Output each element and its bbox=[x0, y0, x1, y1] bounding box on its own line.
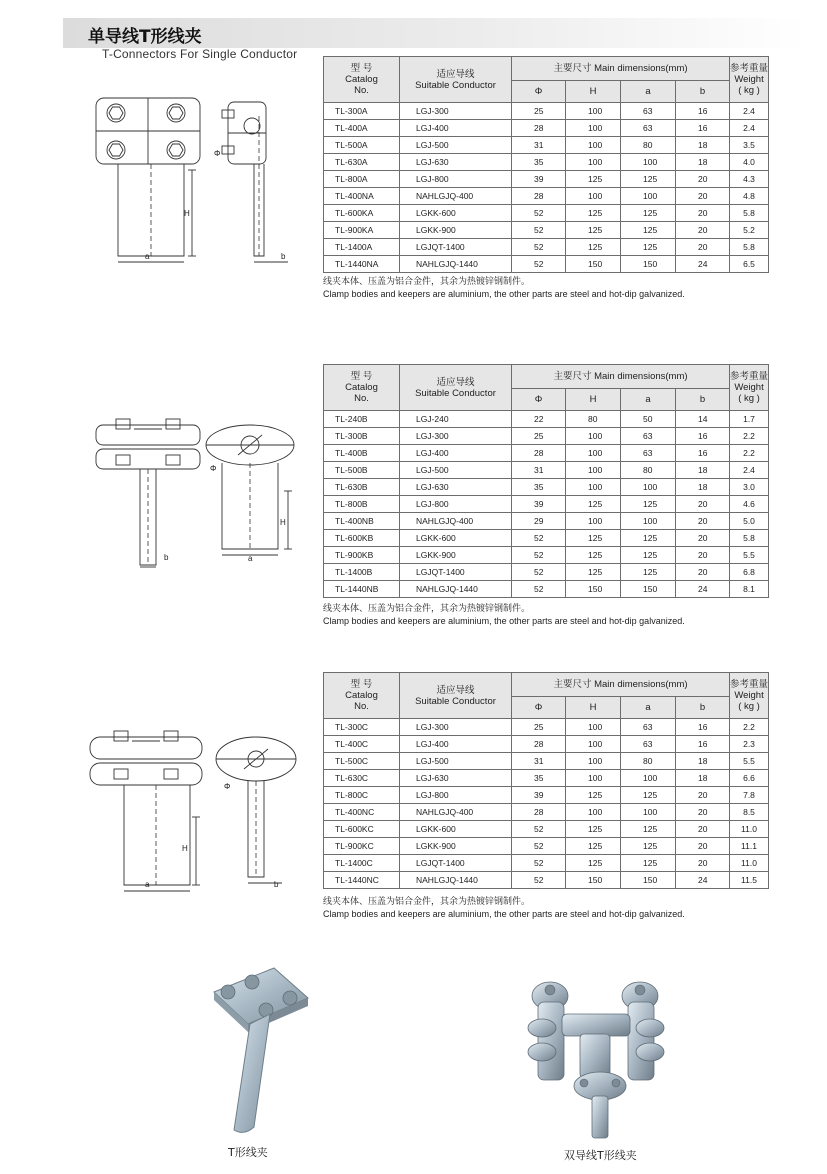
weight-cell: 6.6 bbox=[730, 770, 769, 787]
phi-cell: 31 bbox=[512, 137, 566, 154]
header-catalog: 型 号 Catalog No. bbox=[324, 673, 400, 719]
weight-cell: 2.4 bbox=[730, 103, 769, 120]
conductor-cell: LGKK-900 bbox=[400, 222, 512, 239]
catalog-no-cell: TL-630A bbox=[324, 154, 400, 171]
h-cell: 125 bbox=[566, 530, 621, 547]
a-cell: 125 bbox=[621, 838, 676, 855]
a-cell: 125 bbox=[621, 205, 676, 222]
header-h: H bbox=[566, 697, 621, 719]
header-conductor: 适应导线 Suitable Conductor bbox=[400, 57, 512, 103]
b-cell: 20 bbox=[676, 496, 730, 513]
h-cell: 150 bbox=[566, 581, 621, 598]
dim-phi-label: Φ bbox=[214, 149, 221, 158]
header-dimensions: 主要尺寸 Main dimensions(mm) bbox=[512, 365, 730, 389]
phi-cell: 35 bbox=[512, 770, 566, 787]
table-row bbox=[324, 479, 769, 496]
weight-cell: 8.1 bbox=[730, 581, 769, 598]
h-cell: 125 bbox=[566, 239, 621, 256]
dim-phi-label: Φ bbox=[210, 464, 217, 473]
weight-cell: 2.2 bbox=[730, 445, 769, 462]
catalog-no-cell: TL-1440NB bbox=[324, 581, 400, 598]
phi-cell: 28 bbox=[512, 736, 566, 753]
h-cell: 125 bbox=[566, 838, 621, 855]
b-cell: 24 bbox=[676, 581, 730, 598]
a-cell: 125 bbox=[621, 547, 676, 564]
phi-cell: 28 bbox=[512, 445, 566, 462]
conductor-cell: LGJQT-1400 bbox=[400, 239, 512, 256]
weight-cell: 2.2 bbox=[730, 428, 769, 445]
spec-table-b bbox=[323, 364, 769, 598]
conductor-cell: LGJ-630 bbox=[400, 479, 512, 496]
weight-cell: 5.8 bbox=[730, 205, 769, 222]
phi-cell: 52 bbox=[512, 581, 566, 598]
catalog-no-cell: TL-630C bbox=[324, 770, 400, 787]
drawing-type-a bbox=[88, 88, 308, 270]
phi-cell: 52 bbox=[512, 256, 566, 273]
h-cell: 125 bbox=[566, 787, 621, 804]
header-weight: 参考重量 Weight ( kg ) bbox=[730, 365, 769, 411]
a-cell: 125 bbox=[621, 787, 676, 804]
conductor-cell: LGJ-400 bbox=[400, 120, 512, 137]
a-cell: 63 bbox=[621, 428, 676, 445]
phi-cell: 35 bbox=[512, 479, 566, 496]
weight-cell: 5.2 bbox=[730, 222, 769, 239]
page-title: 单导线T形线夹 bbox=[88, 27, 202, 47]
h-cell: 100 bbox=[566, 103, 621, 120]
a-cell: 125 bbox=[621, 222, 676, 239]
weight-cell: 6.8 bbox=[730, 564, 769, 581]
phi-cell: 35 bbox=[512, 154, 566, 171]
h-cell: 100 bbox=[566, 804, 621, 821]
weight-cell: 11.5 bbox=[730, 872, 769, 889]
header-catalog: 型 号 Catalog No. bbox=[324, 57, 400, 103]
header-dimensions: 主要尺寸 Main dimensions(mm) bbox=[512, 57, 730, 81]
phi-cell: 52 bbox=[512, 547, 566, 564]
b-cell: 18 bbox=[676, 154, 730, 171]
h-cell: 100 bbox=[566, 428, 621, 445]
a-cell: 63 bbox=[621, 120, 676, 137]
material-note-a: 线夹本体、压盖为铝合金件，其余为热镀锌钢制件。 Clamp bodies and keepers are aluminium, the other parts are steel and hot-dip galvanized. bbox=[323, 276, 685, 299]
a-cell: 63 bbox=[621, 719, 676, 736]
a-cell: 100 bbox=[621, 154, 676, 171]
weight-cell: 5.8 bbox=[730, 239, 769, 256]
catalog-no-cell: TL-800A bbox=[324, 171, 400, 188]
phi-cell: 22 bbox=[512, 411, 566, 428]
phi-cell: 25 bbox=[512, 428, 566, 445]
weight-cell: 2.4 bbox=[730, 120, 769, 137]
dim-a-label: a bbox=[248, 554, 253, 563]
conductor-cell: NAHLGJQ-400 bbox=[400, 188, 512, 205]
h-cell: 150 bbox=[566, 256, 621, 273]
dim-b-label: b bbox=[274, 880, 279, 889]
catalog-no-cell: TL-300C bbox=[324, 719, 400, 736]
header-h: H bbox=[566, 389, 621, 411]
b-cell: 18 bbox=[676, 753, 730, 770]
table-row bbox=[324, 411, 769, 428]
catalog-no-cell: TL-900KA bbox=[324, 222, 400, 239]
header-conductor: 适应导线 Suitable Conductor bbox=[400, 365, 512, 411]
a-cell: 125 bbox=[621, 239, 676, 256]
b-cell: 20 bbox=[676, 821, 730, 838]
a-cell: 125 bbox=[621, 564, 676, 581]
b-cell: 20 bbox=[676, 205, 730, 222]
b-cell: 20 bbox=[676, 188, 730, 205]
weight-cell: 4.6 bbox=[730, 496, 769, 513]
conductor-cell: LGKK-600 bbox=[400, 530, 512, 547]
b-cell: 16 bbox=[676, 719, 730, 736]
t-clamp-caption: T形线夹 bbox=[228, 1146, 268, 1159]
weight-cell: 5.5 bbox=[730, 547, 769, 564]
h-cell: 100 bbox=[566, 719, 621, 736]
b-cell: 20 bbox=[676, 222, 730, 239]
weight-cell: 6.5 bbox=[730, 256, 769, 273]
h-cell: 100 bbox=[566, 753, 621, 770]
a-cell: 100 bbox=[621, 479, 676, 496]
conductor-cell: LGJ-400 bbox=[400, 736, 512, 753]
t-clamp-photo bbox=[196, 962, 316, 1142]
header-b: b bbox=[676, 81, 730, 103]
catalog-no-cell: TL-500C bbox=[324, 753, 400, 770]
catalog-no-cell: TL-400NB bbox=[324, 513, 400, 530]
conductor-cell: LGJ-500 bbox=[400, 753, 512, 770]
table-row bbox=[324, 838, 769, 855]
conductor-cell: LGJ-300 bbox=[400, 103, 512, 120]
phi-cell: 28 bbox=[512, 188, 566, 205]
spec-table-c bbox=[323, 672, 769, 889]
weight-cell: 4.8 bbox=[730, 188, 769, 205]
table-row bbox=[324, 496, 769, 513]
table-row bbox=[324, 462, 769, 479]
dim-b-label: b bbox=[281, 252, 286, 261]
phi-cell: 31 bbox=[512, 462, 566, 479]
table-row bbox=[324, 855, 769, 872]
catalog-no-cell: TL-240B bbox=[324, 411, 400, 428]
table-row bbox=[324, 428, 769, 445]
b-cell: 24 bbox=[676, 256, 730, 273]
weight-cell: 8.5 bbox=[730, 804, 769, 821]
phi-cell: 52 bbox=[512, 205, 566, 222]
a-cell: 63 bbox=[621, 103, 676, 120]
conductor-cell: LGJ-400 bbox=[400, 445, 512, 462]
table-row bbox=[324, 719, 769, 736]
catalog-no-cell: TL-400C bbox=[324, 736, 400, 753]
catalog-no-cell: TL-900KB bbox=[324, 547, 400, 564]
h-cell: 125 bbox=[566, 855, 621, 872]
b-cell: 16 bbox=[676, 120, 730, 137]
conductor-cell: LGKK-900 bbox=[400, 547, 512, 564]
dim-b-label: b bbox=[164, 553, 169, 562]
a-cell: 150 bbox=[621, 256, 676, 273]
catalog-no-cell: TL-1440NA bbox=[324, 256, 400, 273]
a-cell: 100 bbox=[621, 804, 676, 821]
catalog-no-cell: TL-800C bbox=[324, 787, 400, 804]
conductor-cell: LGKK-900 bbox=[400, 838, 512, 855]
table-row bbox=[324, 736, 769, 753]
catalog-no-cell: TL-1400C bbox=[324, 855, 400, 872]
header-dimensions: 主要尺寸 Main dimensions(mm) bbox=[512, 673, 730, 697]
b-cell: 20 bbox=[676, 855, 730, 872]
phi-cell: 39 bbox=[512, 787, 566, 804]
weight-cell: 1.7 bbox=[730, 411, 769, 428]
h-cell: 125 bbox=[566, 222, 621, 239]
h-cell: 125 bbox=[566, 821, 621, 838]
phi-cell: 52 bbox=[512, 222, 566, 239]
b-cell: 14 bbox=[676, 411, 730, 428]
b-cell: 20 bbox=[676, 804, 730, 821]
h-cell: 125 bbox=[566, 564, 621, 581]
h-cell: 100 bbox=[566, 154, 621, 171]
a-cell: 80 bbox=[621, 753, 676, 770]
catalog-no-cell: TL-630B bbox=[324, 479, 400, 496]
h-cell: 100 bbox=[566, 736, 621, 753]
catalog-no-cell: TL-600KC bbox=[324, 821, 400, 838]
a-cell: 80 bbox=[621, 137, 676, 154]
table-row bbox=[324, 547, 769, 564]
conductor-cell: NAHLGJQ-400 bbox=[400, 513, 512, 530]
h-cell: 150 bbox=[566, 872, 621, 889]
a-cell: 100 bbox=[621, 188, 676, 205]
phi-cell: 52 bbox=[512, 872, 566, 889]
weight-cell: 3.0 bbox=[730, 479, 769, 496]
conductor-cell: LGJ-300 bbox=[400, 719, 512, 736]
header-weight: 参考重量 Weight ( kg ) bbox=[730, 673, 769, 719]
dim-a-label: a bbox=[145, 880, 150, 889]
conductor-cell: LGJ-500 bbox=[400, 462, 512, 479]
phi-cell: 28 bbox=[512, 804, 566, 821]
conductor-cell: LGJ-240 bbox=[400, 411, 512, 428]
catalog-no-cell: TL-1400A bbox=[324, 239, 400, 256]
a-cell: 125 bbox=[621, 855, 676, 872]
table-row bbox=[324, 530, 769, 547]
header-phi: Φ bbox=[512, 81, 566, 103]
a-cell: 63 bbox=[621, 736, 676, 753]
dim-h-label: H bbox=[184, 209, 190, 218]
phi-cell: 52 bbox=[512, 821, 566, 838]
catalog-no-cell: TL-900KC bbox=[324, 838, 400, 855]
phi-cell: 39 bbox=[512, 171, 566, 188]
header-phi: Φ bbox=[512, 389, 566, 411]
table-row bbox=[324, 787, 769, 804]
conductor-cell: LGJQT-1400 bbox=[400, 855, 512, 872]
header-catalog: 型 号 Catalog No. bbox=[324, 365, 400, 411]
table-row bbox=[324, 513, 769, 530]
conductor-cell: LGJ-800 bbox=[400, 787, 512, 804]
h-cell: 125 bbox=[566, 496, 621, 513]
conductor-cell: LGJ-630 bbox=[400, 770, 512, 787]
conductor-cell: LGKK-600 bbox=[400, 821, 512, 838]
a-cell: 125 bbox=[621, 496, 676, 513]
weight-cell: 11.0 bbox=[730, 855, 769, 872]
h-cell: 125 bbox=[566, 205, 621, 222]
h-cell: 125 bbox=[566, 171, 621, 188]
b-cell: 16 bbox=[676, 445, 730, 462]
double-conductor-clamp-photo bbox=[522, 968, 672, 1143]
b-cell: 20 bbox=[676, 547, 730, 564]
spec-table-a bbox=[323, 56, 769, 273]
drawing-type-b bbox=[90, 415, 310, 573]
conductor-cell: LGJ-500 bbox=[400, 137, 512, 154]
weight-cell: 5.0 bbox=[730, 513, 769, 530]
b-cell: 20 bbox=[676, 171, 730, 188]
h-cell: 100 bbox=[566, 513, 621, 530]
table-row bbox=[324, 770, 769, 787]
catalog-no-cell: TL-400A bbox=[324, 120, 400, 137]
weight-cell: 4.0 bbox=[730, 154, 769, 171]
phi-cell: 39 bbox=[512, 496, 566, 513]
table-row bbox=[324, 120, 769, 137]
table-row bbox=[324, 581, 769, 598]
catalog-no-cell: TL-1400B bbox=[324, 564, 400, 581]
a-cell: 150 bbox=[621, 581, 676, 598]
weight-cell: 2.4 bbox=[730, 462, 769, 479]
h-cell: 100 bbox=[566, 462, 621, 479]
weight-cell: 4.3 bbox=[730, 171, 769, 188]
phi-cell: 52 bbox=[512, 239, 566, 256]
conductor-cell: LGJ-800 bbox=[400, 171, 512, 188]
weight-cell: 11.0 bbox=[730, 821, 769, 838]
table-row bbox=[324, 171, 769, 188]
h-cell: 100 bbox=[566, 188, 621, 205]
catalog-no-cell: TL-300A bbox=[324, 103, 400, 120]
conductor-cell: LGJQT-1400 bbox=[400, 564, 512, 581]
phi-cell: 31 bbox=[512, 753, 566, 770]
table-row bbox=[324, 821, 769, 838]
b-cell: 20 bbox=[676, 239, 730, 256]
phi-cell: 52 bbox=[512, 564, 566, 581]
h-cell: 100 bbox=[566, 479, 621, 496]
header-a: a bbox=[621, 389, 676, 411]
conductor-cell: LGJ-800 bbox=[400, 496, 512, 513]
header-a: a bbox=[621, 697, 676, 719]
catalog-no-cell: TL-400NC bbox=[324, 804, 400, 821]
table-row bbox=[324, 256, 769, 273]
h-cell: 125 bbox=[566, 547, 621, 564]
a-cell: 50 bbox=[621, 411, 676, 428]
b-cell: 20 bbox=[676, 838, 730, 855]
header-weight: 参考重量 Weight ( kg ) bbox=[730, 57, 769, 103]
phi-cell: 52 bbox=[512, 530, 566, 547]
b-cell: 20 bbox=[676, 787, 730, 804]
b-cell: 18 bbox=[676, 462, 730, 479]
b-cell: 16 bbox=[676, 103, 730, 120]
header-b: b bbox=[676, 389, 730, 411]
header-h: H bbox=[566, 81, 621, 103]
b-cell: 16 bbox=[676, 428, 730, 445]
h-cell: 100 bbox=[566, 120, 621, 137]
table-row bbox=[324, 804, 769, 821]
phi-cell: 52 bbox=[512, 838, 566, 855]
b-cell: 18 bbox=[676, 479, 730, 496]
b-cell: 16 bbox=[676, 736, 730, 753]
material-note-c: 线夹本体、压盖为铝合金件，其余为热镀锌钢制件。 Clamp bodies and keepers are aluminium, the other parts are steel and hot-dip galvanized. bbox=[323, 896, 685, 919]
a-cell: 125 bbox=[621, 821, 676, 838]
catalog-no-cell: TL-1440NC bbox=[324, 872, 400, 889]
weight-cell: 3.5 bbox=[730, 137, 769, 154]
table-row bbox=[324, 137, 769, 154]
catalog-no-cell: TL-600KB bbox=[324, 530, 400, 547]
phi-cell: 28 bbox=[512, 120, 566, 137]
conductor-cell: NAHLGJQ-1440 bbox=[400, 872, 512, 889]
header-conductor: 适应导线 Suitable Conductor bbox=[400, 673, 512, 719]
h-cell: 100 bbox=[566, 445, 621, 462]
drawing-type-c bbox=[86, 725, 306, 893]
a-cell: 150 bbox=[621, 872, 676, 889]
h-cell: 100 bbox=[566, 137, 621, 154]
phi-cell: 52 bbox=[512, 855, 566, 872]
catalog-no-cell: TL-800B bbox=[324, 496, 400, 513]
weight-cell: 2.3 bbox=[730, 736, 769, 753]
table-row bbox=[324, 188, 769, 205]
header-a: a bbox=[621, 81, 676, 103]
conductor-cell: LGJ-300 bbox=[400, 428, 512, 445]
h-cell: 100 bbox=[566, 770, 621, 787]
table-row bbox=[324, 239, 769, 256]
phi-cell: 25 bbox=[512, 103, 566, 120]
a-cell: 100 bbox=[621, 770, 676, 787]
table-row bbox=[324, 445, 769, 462]
b-cell: 24 bbox=[676, 872, 730, 889]
b-cell: 18 bbox=[676, 770, 730, 787]
catalog-no-cell: TL-300B bbox=[324, 428, 400, 445]
conductor-cell: LGKK-600 bbox=[400, 205, 512, 222]
b-cell: 18 bbox=[676, 137, 730, 154]
a-cell: 80 bbox=[621, 462, 676, 479]
table-row bbox=[324, 154, 769, 171]
catalog-no-cell: TL-500A bbox=[324, 137, 400, 154]
weight-cell: 5.8 bbox=[730, 530, 769, 547]
weight-cell: 11.1 bbox=[730, 838, 769, 855]
catalog-no-cell: TL-500B bbox=[324, 462, 400, 479]
a-cell: 100 bbox=[621, 513, 676, 530]
conductor-cell: NAHLGJQ-1440 bbox=[400, 581, 512, 598]
a-cell: 63 bbox=[621, 445, 676, 462]
phi-cell: 29 bbox=[512, 513, 566, 530]
table-row bbox=[324, 205, 769, 222]
weight-cell: 2.2 bbox=[730, 719, 769, 736]
dim-a-label: a bbox=[145, 252, 150, 261]
catalog-no-cell: TL-400NA bbox=[324, 188, 400, 205]
h-cell: 80 bbox=[566, 411, 621, 428]
table-row bbox=[324, 564, 769, 581]
page-subtitle: T-Connectors For Single Conductor bbox=[102, 47, 298, 61]
weight-cell: 7.8 bbox=[730, 787, 769, 804]
dim-h-label: H bbox=[280, 518, 286, 527]
dim-phi-label: Φ bbox=[224, 782, 231, 791]
table-row bbox=[324, 753, 769, 770]
b-cell: 20 bbox=[676, 530, 730, 547]
phi-cell: 25 bbox=[512, 719, 566, 736]
a-cell: 125 bbox=[621, 171, 676, 188]
catalog-no-cell: TL-400B bbox=[324, 445, 400, 462]
header-phi: Φ bbox=[512, 697, 566, 719]
table-row bbox=[324, 103, 769, 120]
conductor-cell: LGJ-630 bbox=[400, 154, 512, 171]
conductor-cell: NAHLGJQ-1440 bbox=[400, 256, 512, 273]
a-cell: 125 bbox=[621, 530, 676, 547]
table-row bbox=[324, 222, 769, 239]
b-cell: 20 bbox=[676, 564, 730, 581]
double-clamp-caption: 双导线T形线夹 bbox=[564, 1149, 637, 1162]
b-cell: 20 bbox=[676, 513, 730, 530]
material-note-b: 线夹本体、压盖为铝合金件，其余为热镀锌钢制件。 Clamp bodies and keepers are aluminium, the other parts are steel and hot-dip galvanized. bbox=[323, 603, 685, 626]
catalog-no-cell: TL-600KA bbox=[324, 205, 400, 222]
conductor-cell: NAHLGJQ-400 bbox=[400, 804, 512, 821]
weight-cell: 5.5 bbox=[730, 753, 769, 770]
table-row bbox=[324, 872, 769, 889]
dim-h-label: H bbox=[182, 844, 188, 853]
header-b: b bbox=[676, 697, 730, 719]
